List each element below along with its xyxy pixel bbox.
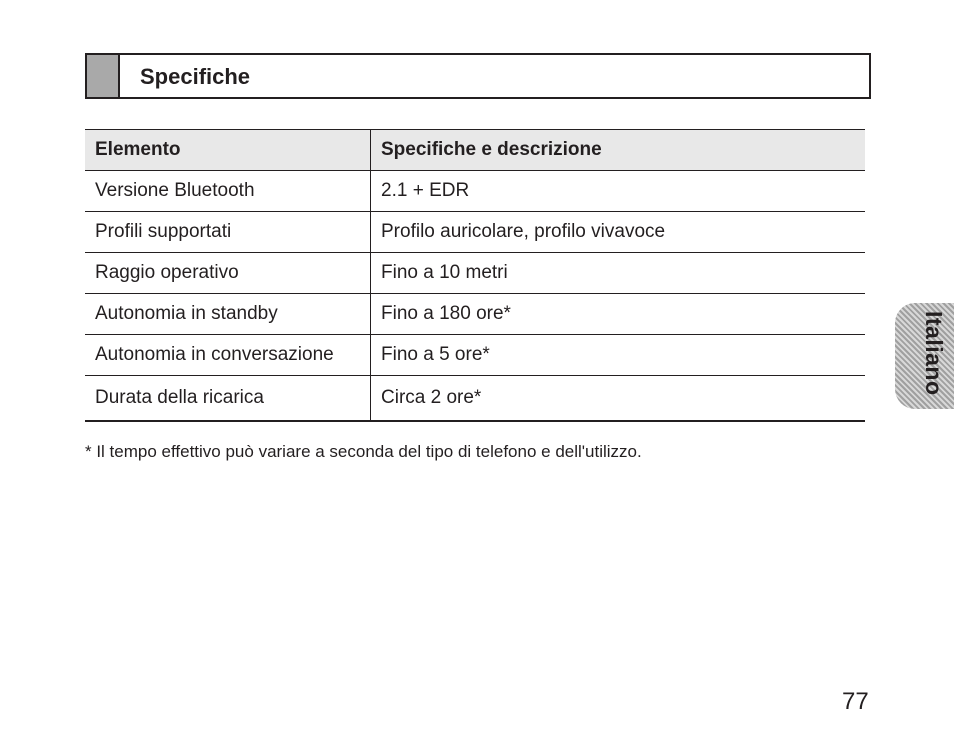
table-cell-element: Versione Bluetooth: [85, 171, 371, 212]
header-marker-block: [87, 55, 120, 97]
language-side-tab: [895, 303, 954, 409]
table-cell-description: 2.1 + EDR: [371, 171, 866, 212]
table-cell-element: Autonomia in standby: [85, 294, 371, 335]
footnote: * Il tempo effettivo può variare a seconda del tipo di telefono e dell'utilizzo.: [85, 442, 642, 461]
table-header-row: [85, 130, 865, 171]
table-row: [85, 376, 865, 422]
table-cell-description: Fino a 5 ore*: [371, 335, 866, 376]
table-cell-description: Circa 2 ore*: [371, 376, 866, 422]
column-header-description: Specifiche e descrizione: [371, 130, 866, 171]
table-row: [85, 171, 865, 212]
table-cell-element: Autonomia in conversazione: [85, 335, 371, 376]
table-cell-description: Fino a 180 ore*: [371, 294, 866, 335]
page-title: Specifiche: [140, 64, 251, 89]
table-row: [85, 212, 865, 253]
column-header-element: Elemento: [85, 130, 371, 171]
specifications-table: [85, 129, 865, 422]
section-header: [85, 53, 871, 99]
language-tab-label: Italiano: [921, 311, 947, 396]
table-row: [85, 294, 865, 335]
table-row: [85, 253, 865, 294]
page-number: 77: [842, 688, 869, 715]
table-cell-element: Profili supportati: [85, 212, 371, 253]
table-cell-element: Raggio operativo: [85, 253, 371, 294]
table-cell-element: Durata della ricarica: [85, 376, 371, 422]
table-cell-description: Fino a 10 metri: [371, 253, 866, 294]
table-row: [85, 335, 865, 376]
table-cell-description: Profilo auricolare, profilo vivavoce: [371, 212, 866, 253]
